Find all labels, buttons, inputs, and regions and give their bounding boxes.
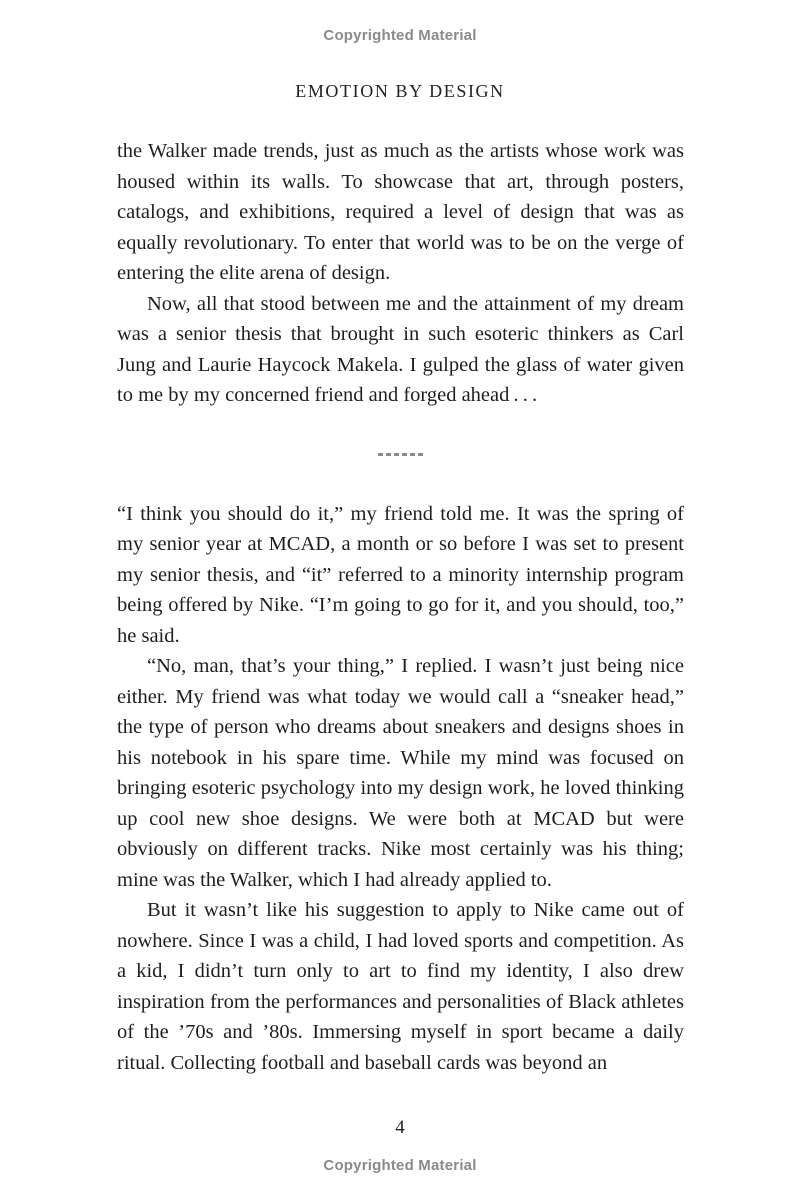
- page-body: [117, 136, 684, 1078]
- running-head: EMOTION BY DESIGN: [295, 81, 505, 101]
- section-break-ornament: [117, 411, 684, 499]
- paragraph: the Walker made trends, just as much as the artists whose work was housed within its walls. To showcase that art, through posters, catalogs, and exhibitions, required a level of design that was as equally revolutionary. To enter that world was to be on the verge of entering the elite arena of design.: [117, 140, 684, 284]
- copyright-watermark-bottom: Copyrighted Material: [323, 1157, 477, 1174]
- ornament-dot: [378, 453, 383, 456]
- paragraph: “I think you should do it,” my friend told me. It was the spring of my senior year at MCAD, a month or so before I was set to present my senior thesis, and “it” referred to a minority internship program being offered by Nike. “I’m going to go for it, and you should, too,” he said.: [117, 502, 684, 647]
- ornament-dot: [418, 453, 423, 456]
- page-number: 4: [395, 1117, 405, 1138]
- paragraph: But it wasn’t like his suggestion to apply to Nike came out of nowhere. Since I was a child, I had loved sports and competition. As a kid, I didn’t turn only to art to find my identity, I also drew inspiration from the performances and personalities of Black athletes of the ’70s and ’80s. Immersing myself in sport became a daily ritual. Collecting football and baseball cards was beyond an: [117, 899, 684, 1074]
- paragraph: Now, all that stood between me and the attainment of my dream was a senior thesis that brought in such esoteric thinkers as Carl Jung and Laurie Haycock Makela. I gulped the glass of water given to me by my concerned friend and forged ahead . . .: [117, 292, 684, 406]
- ornament-dot: [410, 453, 415, 456]
- paragraph: “No, man, that’s your thing,” I replied. I wasn’t just being nice either. My friend was what today we would call a “sneaker head,” the type of person who dreams about sneakers and designs shoes in his notebook in his spare time. While my mind was focused on bringing esoteric psychology into my design work, he loved thinking up cool new shoe designs. We were both at MCAD but were obviously on different tracks. Nike most certainly was his thing; mine was the Walker, which I had already applied to.: [117, 655, 684, 891]
- copyright-watermark-top: Copyrighted Material: [323, 27, 477, 44]
- ornament-dot: [394, 453, 399, 456]
- ornament-dot: [386, 453, 391, 456]
- ornament-dot: [402, 453, 407, 456]
